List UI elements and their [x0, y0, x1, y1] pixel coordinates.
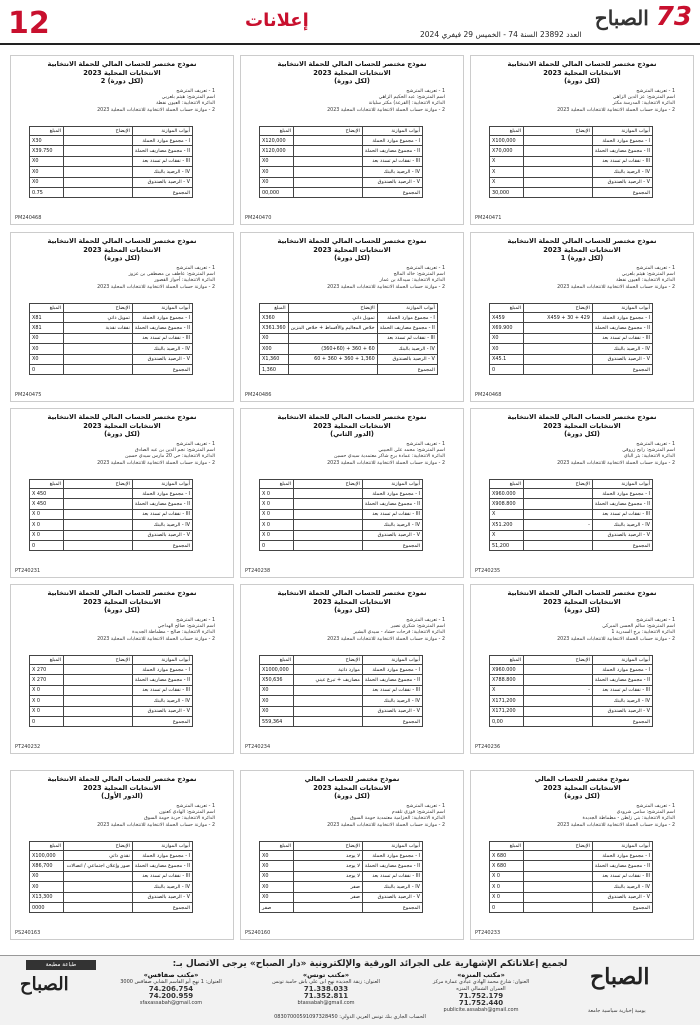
- table-header: أبواب الموازنة الإيضاح المبلغ: [30, 656, 193, 665]
- table-row: II - مجموع مصاريف الحملة X908.800: [490, 499, 653, 509]
- ad-title: نموذج مختصر للحساب المالي للحملة الانتخابية الانتخابات المحلية 2023 (لكل دورة) 1: [507, 237, 657, 262]
- table-row: III - نفقات لم تسدد بعد X0: [30, 333, 193, 343]
- ad-title: نموذج مختصر للحساب المالي للحملة الانتخابية الانتخابات المحلية 2023 (لكل دورة): [47, 589, 197, 614]
- table-row: المجموع 0: [490, 902, 653, 912]
- table-row: المجموع 00,000: [260, 187, 423, 197]
- table-row: III - نفقات لم تسدد بعد X0: [260, 685, 423, 695]
- print-badge: طباعة مطبعة: [26, 960, 96, 970]
- ad-card: [240, 770, 464, 940]
- table-row: I - مجموع موارد الحملة X 0: [260, 489, 423, 499]
- ad-title: نموذج مختصر للحساب المالي للحملة الانتخابية الانتخابات المحلية 2023 (الدور الثاني): [277, 413, 427, 438]
- budget-table: [259, 303, 438, 375]
- candidate-info: 1 - تعريف المترشح اسم المترشح: رابح زروقي الدائرة الانتخابية: بئر الباي 2 - موازنة حساب الحملة الانتخابية للانتخابات المحلية 2023: [557, 441, 675, 466]
- page-header: [0, 0, 700, 45]
- table-row: V - الرصيد بالصندوق X: [490, 530, 653, 540]
- table-row: I - مجموع موارد الحملة X120,000: [260, 136, 423, 146]
- ad-card: [240, 55, 464, 225]
- table-row: المجموع 30,000: [490, 187, 653, 197]
- table-row: IV - الرصيد بالبنك X: [490, 167, 653, 177]
- table-row: V - الرصيد بالصندوق 1,360 + 360 + 360 + 60 X1,360: [260, 354, 438, 364]
- ad-title: نموذج مختصر للحساب المالي للحملة الانتخابية الانتخابات المحلية 2023 (لكل دورة): [507, 589, 657, 614]
- table-header: أبواب الموازنة الإيضاح المبلغ: [260, 842, 423, 851]
- table-row: III - نفقات لم تسدد بعد X0: [260, 156, 423, 166]
- ad-reference: PT240236: [475, 744, 501, 750]
- ad-card: [10, 232, 234, 402]
- candidate-info: 1 - تعريف المترشح اسم المترشح: فوزي تلقدم الدائرة الانتخابية: الحزامية معتمدية حومة السوق 2 - موازنة حساب الحملة الانتخابية للانتخابات المحلية 2023: [327, 803, 445, 828]
- ad-card: [240, 408, 464, 578]
- table-row: II - مجموع مصاريف الحملة لا يوجد X0: [260, 861, 423, 871]
- budget-table: [489, 479, 653, 551]
- ad-reference: PM240468: [15, 215, 42, 221]
- ad-title: نموذج مختصر للحساب المالي الانتخابات المحلية 2023 (لكل دورة): [304, 775, 400, 800]
- table-row: I - مجموع موارد الحملة X960.000: [490, 665, 653, 675]
- footer-logo: الصباح: [590, 964, 650, 990]
- table-row: I - مجموع موارد الحملة X 680: [490, 851, 653, 861]
- table-row: V - الرصيد بالصندوق صفر X0: [260, 892, 423, 902]
- ad-card: [240, 232, 464, 402]
- table-row: II - مجموع مصاريف الحملة خلاص المعاليم والأقساط + خلاص البنزين X361.360: [260, 323, 438, 333]
- table-header: أبواب الموازنة الإيضاح المبلغ: [490, 304, 653, 313]
- table-row: V - الرصيد بالصندوق X 0: [490, 892, 653, 902]
- table-row: IV - الرصيد بالبنك X0: [30, 344, 193, 354]
- table-header: أبواب الموازنة الإيضاح المبلغ: [30, 127, 193, 136]
- table-row: IV - الرصيد بالبنك X 0: [260, 520, 423, 530]
- table-row: II - مجموع مصاريف الحملة X69.900: [490, 323, 653, 333]
- table-header: أبواب الموازنة الإيضاح المبلغ: [260, 480, 423, 489]
- ad-title: نموذج مختصر للحساب المالي للحملة الانتخابية الانتخابات المحلية 2023 (لكل دورة): [507, 60, 657, 85]
- ad-card: [240, 584, 464, 754]
- table-row: IV - الرصيد بالبنك صفر X0: [260, 882, 423, 892]
- table-row: IV - الرصيد بالبنك - X51.200: [490, 520, 653, 530]
- budget-table: [489, 655, 653, 727]
- ad-reference: PT240234: [245, 744, 271, 750]
- candidate-info: 1 - تعريف المترشح اسم المترشح: عز الدين الزاهي الدائرة الانتخابية: المدرسة مكثر 2 - موازنة حساب الحملة الانتخابية للانتخابات المحلية 2023: [557, 88, 675, 113]
- table-row: II - مجموع مصاريف الحملة X 0: [260, 499, 423, 509]
- table-row: المجموع 0.75: [30, 187, 193, 197]
- budget-table: [29, 303, 193, 375]
- ad-reference: PT240231: [15, 568, 41, 574]
- ad-card: [10, 55, 234, 225]
- table-row: III - نفقات لم تسدد بعد X 0: [30, 509, 193, 519]
- ad-reference: PM240471: [475, 215, 502, 221]
- budget-table: [259, 655, 423, 727]
- budget-table: [489, 126, 653, 198]
- table-row: IV - الرصيد بالبنك X0: [30, 882, 193, 892]
- ad-title: نموذج مختصر للحساب المالي للحملة الانتخابية الانتخابات المحلية 2023 (لكل دورة): [277, 589, 427, 614]
- table-row: II - مجموع مصاريف الحملة مصاريف + تبرع عيني X50,636: [260, 675, 423, 685]
- table-row: I - مجموع موارد الحملة X 270: [30, 665, 193, 675]
- ad-card: [470, 408, 694, 578]
- budget-table: [29, 841, 193, 913]
- table-row: IV - الرصيد بالبنك X0: [260, 696, 423, 706]
- candidate-info: 1 - تعريف المترشح اسم المترشح: الهادي كعنون الدائرة الانتخابية: حربة حومة السوق 2 - موازنة حساب الحملة الانتخابية للانتخابات المحلية 2023: [97, 803, 215, 828]
- candidate-info: 1 - تعريف المترشح اسم المترشح: هيثم بلعربي الدائرة الانتخابية: العيون نفطة 2 - موازنة حساب الحملة الانتخابية للانتخابات المحلية 2023: [97, 88, 215, 113]
- table-header: أبواب الموازنة الإيضاح المبلغ: [260, 656, 423, 665]
- table-row: المجموع 0: [260, 540, 423, 550]
- ad-title: نموذج مختصر للحساب المالي للحملة الانتخابية الانتخابات المحلية 2023 (لكل دورة): [47, 413, 197, 438]
- table-row: V - الرصيد بالصندوق X45.1: [490, 354, 653, 364]
- table-row: III - نفقات لم تسدد بعد X: [490, 156, 653, 166]
- ad-card: [10, 408, 234, 578]
- table-row: III - نفقات لم تسدد بعد X0: [30, 871, 193, 881]
- table-row: المجموع 0: [30, 716, 193, 726]
- table-row: III - نفقات لم تسدد بعد لا يوجد X0: [260, 871, 423, 881]
- table-row: III - نفقات لم تسدد بعد X 0: [30, 685, 193, 695]
- budget-table: [489, 303, 653, 375]
- ad-title: نموذج مختصر للحساب المالي للحملة الانتخابية الانتخابات المحلية 2023 (لكل دورة): [277, 237, 427, 262]
- ad-card: [470, 584, 694, 754]
- table-row: I - مجموع موارد الحملة X960.000: [490, 489, 653, 499]
- candidate-info: 1 - تعريف المترشح اسم المترشح: محمد علي الحبيبي الدائرة الانتخابية: عمادة برج شاكر معتمدية سيدي حسين 2 - موازنة حساب الحملة الانتخابية للانتخابات المحلية 2023: [327, 441, 445, 466]
- ad-reference: PM240470: [245, 215, 272, 221]
- budget-table: [29, 655, 193, 727]
- table-row: III - نفقات لم تسدد بعد X 0: [260, 509, 423, 519]
- table-row: المجموع 0000: [30, 902, 193, 912]
- table-row: IV - الرصيد بالبنك X 0: [490, 882, 653, 892]
- table-row: II - مجموع مصاريف الحملة X788.800: [490, 675, 653, 685]
- table-row: II - مجموع مصاريف الحملة X39.750: [30, 146, 193, 156]
- table-row: I - مجموع موارد الحملة تمويل ذاتي X360: [260, 313, 438, 323]
- newspaper-logo: 73 الصباح: [594, 2, 692, 32]
- footer-office-tunis: «مكتب تونس» العنوان: زنقة الجديدة نهج ابن علي باش حامبة تونس 71.338.033 71.352.811 btassabah@gmail.com: [272, 971, 380, 1006]
- budget-table: [29, 126, 193, 198]
- table-header: أبواب الموازنة الإيضاح المبلغ: [490, 842, 653, 851]
- table-row: IV - الرصيد بالبنك X171,200: [490, 696, 653, 706]
- budget-table: [259, 841, 423, 913]
- candidate-info: 1 - تعريف المترشح اسم المترشح: هيثم بلعربي الدائرة الانتخابية: العيون نفطة 2 - موازنة حساب الحملة الانتخابية للانتخابات المحلية 2023: [557, 265, 675, 290]
- table-row: III - نفقات لم تسدد بعد X 0: [490, 871, 653, 881]
- table-row: المجموع 559,364: [260, 716, 423, 726]
- ad-title: نموذج مختصر للحساب المالي للحملة الانتخابية الانتخابات المحلية 2023 (لكل دورة) 2: [47, 60, 197, 85]
- table-row: V - الرصيد بالصندوق X0: [260, 177, 423, 187]
- table-header: أبواب الموازنة الإيضاح المبلغ: [30, 842, 193, 851]
- candidate-info: 1 - تعريف المترشح اسم المترشح: خالد المالح الدائرة الانتخابية: سيدالة بن عمار 2 - موازنة حساب الحملة الانتخابية للانتخابات المحلية 2023: [327, 265, 445, 290]
- issue-line: العدد 23892 السنة 74 - الخميس 29 فيفري 2024: [420, 30, 582, 39]
- budget-table: [259, 126, 423, 198]
- footer-office-sfax: «مكتب صفاقس» العنوان: 1 نهج أبو القاسم الشابي صفاقس 3000 74.206.754 74.200.959 sfaxassabah@gmail.com: [120, 971, 222, 1006]
- table-row: المجموع 0,00: [490, 716, 653, 726]
- ad-card: [470, 770, 694, 940]
- table-row: I - مجموع موارد الحملة 429 + 30 + X459 X459: [490, 313, 653, 323]
- table-row: V - الرصيد بالصندوق X 0: [260, 530, 423, 540]
- table-row: IV - الرصيد بالبنك X 0: [30, 520, 193, 530]
- footer-logo-left: الصباح: [20, 974, 69, 995]
- table-row: III - نفقات لم تسدد بعد X: [490, 509, 653, 519]
- table-row: المجموع 0: [30, 540, 193, 550]
- table-row: IV - الرصيد بالبنك X0: [30, 167, 193, 177]
- table-header: أبواب الموازنة الإيضاح المبلغ: [30, 480, 193, 489]
- table-row: III - نفقات لم تسدد بعد X0: [30, 156, 193, 166]
- ad-card: [470, 232, 694, 402]
- table-row: II - مجموع مصاريف الحملة X 270: [30, 675, 193, 685]
- ad-reference: PT240235: [475, 568, 501, 574]
- table-row: المجموع 1,360: [260, 364, 438, 374]
- ad-reference: PS240160: [245, 930, 271, 936]
- table-row: I - مجموع موارد الحملة لا يوجد X0: [260, 851, 423, 861]
- table-row: I - مجموع موارد الحملة X100,000: [490, 136, 653, 146]
- ad-title: نموذج مختصر للحساب المالي للحملة الانتخابية الانتخابات المحلية 2023 (لكل دورة): [507, 413, 657, 438]
- ad-card: [470, 55, 694, 225]
- table-row: V - الرصيد بالصندوق X13,300: [30, 892, 193, 902]
- ad-title: نموذج مختصر للحساب المالي للحملة الانتخابية الانتخابات المحلية 2023 (لكل دورة): [47, 237, 197, 262]
- ad-title: نموذج مختصر للحساب المالي الانتخابات المحلية 2023 (لكل دورة): [534, 775, 630, 800]
- candidate-info: 1 - تعريف المترشح اسم المترشح: سالم الحسن المبركي الدائرة الانتخابية: برج السدرية 1 2 - موازنة حساب الحملة الانتخابية للانتخابات المحلية 2023: [557, 617, 675, 642]
- ad-reference: PS240163: [15, 930, 41, 936]
- table-row: المجموع صفر: [260, 902, 423, 912]
- table-row: II - مجموع مصاريف الحملة X70,000: [490, 146, 653, 156]
- table-row: المجموع 0: [490, 364, 653, 374]
- footer: [0, 955, 700, 1025]
- table-row: V - الرصيد بالصندوق X0: [30, 177, 193, 187]
- ad-reference: PT240233: [475, 930, 501, 936]
- table-header: أبواب الموازنة الإيضاح المبلغ: [490, 127, 653, 136]
- table-row: I - مجموع موارد الحملة X30: [30, 136, 193, 146]
- budget-table: [489, 841, 653, 913]
- table-row: IV - الرصيد بالبنك 60 + 360 + (360+60) X00: [260, 344, 438, 354]
- table-row: III - نفقات لم تسدد بعد X0: [490, 333, 653, 343]
- table-row: II - مجموع مصاريف الحملة نفقات نقدية X81: [30, 323, 193, 333]
- ad-reference: PM240468: [475, 392, 502, 398]
- table-row: IV - الرصيد بالبنك X0: [260, 167, 423, 177]
- table-row: IV - الرصيد بالبنك X 0: [30, 696, 193, 706]
- ad-reference: PM240486: [245, 392, 272, 398]
- ad-reference: PT240232: [15, 744, 41, 750]
- table-row: I - مجموع موارد الحملة X 450: [30, 489, 193, 499]
- section-title: إعلانات: [245, 10, 309, 31]
- footer-tagline: يومية إخبارية سياسية جامعة: [588, 1008, 646, 1014]
- table-row: V - الرصيد بالصندوق X171,200: [490, 706, 653, 716]
- table-row: I - مجموع موارد الحملة نقدي ذاتي X100,000: [30, 851, 193, 861]
- ad-title: نموذج مختصر للحساب المالي للحملة الانتخابية الانتخابات المحلية 2023 (الدور الأول): [47, 775, 197, 800]
- page-number: 12: [8, 6, 50, 41]
- budget-table: [259, 479, 423, 551]
- table-row: المجموع 51,200: [490, 540, 653, 550]
- candidate-info: 1 - تعريف المترشح اسم المترشح: عاطف بن مصطفى بن عزوز الدائرة الانتخابية: أحواز القصور 2 - موازنة حساب الحملة الانتخابية للانتخابات المحلية 2023: [97, 265, 215, 290]
- table-row: II - مجموع مصاريف الحملة صور وإعلان اجتماعي / اتصالات X86,700: [30, 861, 193, 871]
- candidate-info: 1 - تعريف المترشح اسم المترشح: صالح الهداجي الدائرة الانتخابية: صالح - مطماطة الجديدة 2 - موازنة حساب الحملة الانتخابية للانتخابات المحلية 2023: [97, 617, 215, 642]
- footer-title: لجميع إعلاناتكم الإشهارية على الجرائد الورقية والإلكترونية «دار الصباح» يرجى الاتصال بـ:: [172, 959, 568, 969]
- budget-table: [29, 479, 193, 551]
- table-header: أبواب الموازنة الإيضاح المبلغ: [30, 304, 193, 313]
- table-header: أبواب الموازنة الإيضاح المبلغ: [260, 304, 438, 313]
- table-row: V - الرصيد بالصندوق X 0: [30, 530, 193, 540]
- candidate-info: 1 - تعريف المترشح اسم المترشح: سامي شرودي الدائرة الانتخابية: بني زلطن - مطماطة الجديدة 2 - موازنة حساب الحملة الانتخابية للانتخابات المحلية 2023: [557, 803, 675, 828]
- table-header: أبواب الموازنة الإيضاح المبلغ: [490, 656, 653, 665]
- table-row: III - نفقات لم تسدد بعد X0: [260, 333, 438, 343]
- footer-bank: الحساب الجاري بنك تونس العربي الدولي: 08307000591097328450: [274, 1014, 426, 1020]
- table-row: I - مجموع موارد الحملة موارد ذاتية X1000,000: [260, 665, 423, 675]
- table-row: V - الرصيد بالصندوق X: [490, 177, 653, 187]
- candidate-info: 1 - تعريف المترشح اسم المترشح: شكري نصير الدائرة الانتخابية: فرحات حشاد - سيدي البشير 2 - موازنة حساب الحملة الانتخابية للانتخابات المحلية 2023: [327, 617, 445, 642]
- table-row: V - الرصيد بالصندوق X0: [30, 354, 193, 364]
- candidate-info: 1 - تعريف المترشح اسم المترشح: عبد الحكيم الزاهي الدائرة الانتخابية: (القرعة) مكثر سليانة 2 - موازنة حساب الحملة الانتخابية للانتخابات المحلية 2023: [327, 88, 445, 113]
- ad-reference: PM240475: [15, 392, 42, 398]
- candidate-info: 1 - تعريف المترشح اسم المترشح: نجم الدين بن عبد الصادق الدائرة الانتخابية: حي 20 مارس سيدي حسين 2 - موازنة حساب الحملة الانتخابية للانتخابات المحلية 2023: [97, 441, 215, 466]
- table-row: المجموع 0: [30, 364, 193, 374]
- table-row: II - مجموع مصاريف الحملة X 680: [490, 861, 653, 871]
- table-row: IV - الرصيد بالبنك X0: [490, 344, 653, 354]
- table-header: أبواب الموازنة الإيضاح المبلغ: [260, 127, 423, 136]
- table-row: II - مجموع مصاريف الحملة X 450: [30, 499, 193, 509]
- ad-title: نموذج مختصر للحساب المالي للحملة الانتخابية الانتخابات المحلية 2023 (لكل دورة): [277, 60, 427, 85]
- ad-card: [10, 770, 234, 940]
- footer-office-menzah: «مكتب المنزه» العنوان: شارع محمد الهادي عيادي عمارة مركز العمران الشمالي المنزه 71.752.179 71.752.440 publicite.assabah@gmail.com: [432, 971, 530, 1013]
- ad-reference: PT240238: [245, 568, 271, 574]
- table-row: III - نفقات لم تسدد بعد - X: [490, 685, 653, 695]
- table-header: أبواب الموازنة الإيضاح المبلغ: [490, 480, 653, 489]
- table-row: V - الرصيد بالصندوق X0: [260, 706, 423, 716]
- table-row: V - الرصيد بالصندوق X 0: [30, 706, 193, 716]
- table-row: II - مجموع مصاريف الحملة X120,000: [260, 146, 423, 156]
- table-row: I - مجموع موارد الحملة تمويل ذاتي X81: [30, 313, 193, 323]
- ad-card: [10, 584, 234, 754]
